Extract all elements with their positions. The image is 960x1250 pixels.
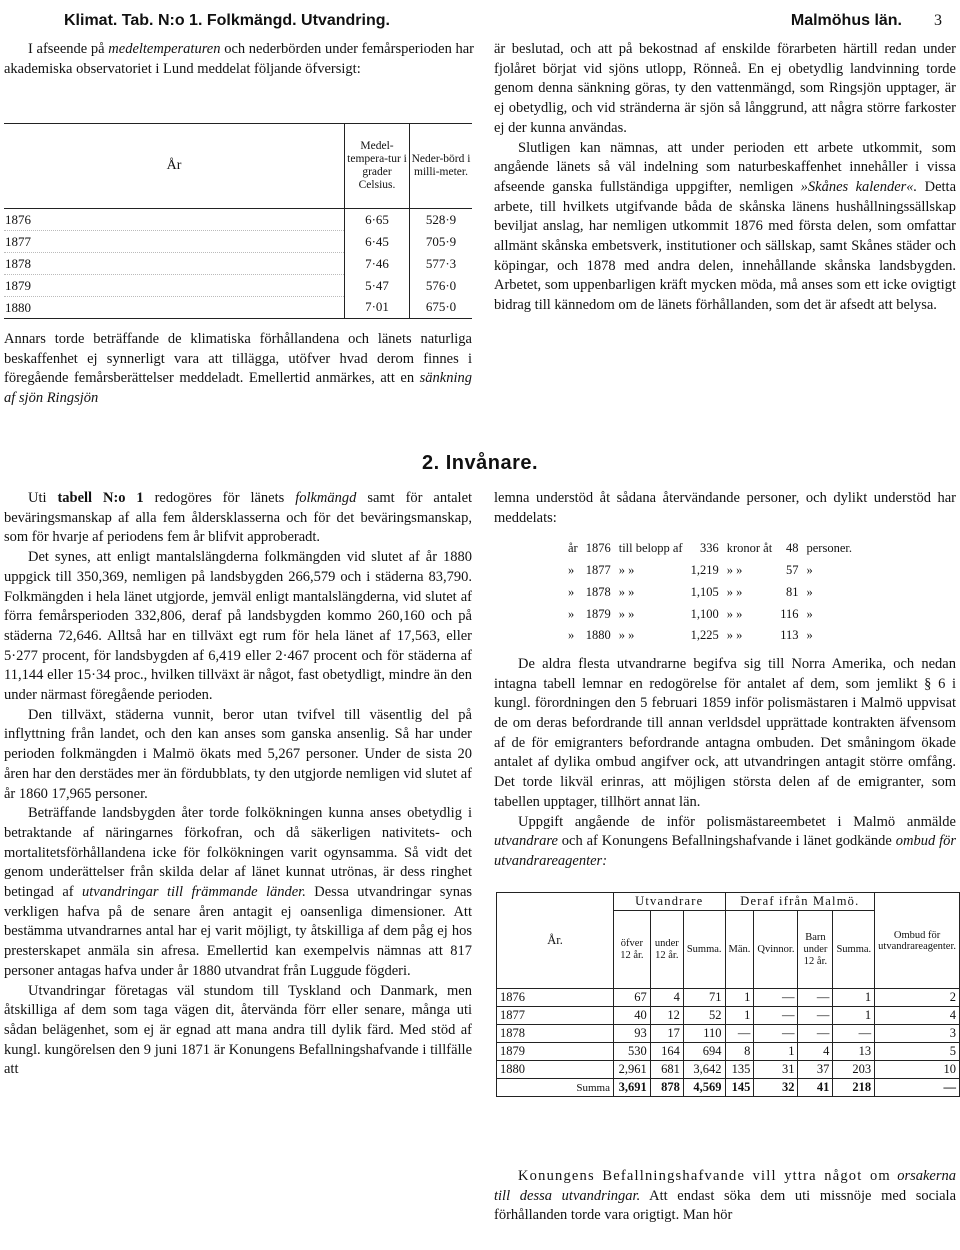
value-cell: 8 — [725, 1043, 754, 1061]
table-row — [4, 209, 472, 231]
value-cell: 681 — [650, 1061, 683, 1079]
support-pre-cell: » — [568, 606, 575, 621]
col-ombud-header: Ombud för utvandrareagenter. — [875, 893, 960, 989]
value-cell: 67 — [614, 989, 651, 1007]
table-row — [564, 538, 856, 560]
support-mid1-cell: » » — [618, 584, 635, 599]
value-cell: 5 — [875, 1043, 960, 1061]
support-persons-cell: 113 — [780, 628, 799, 643]
table-row — [497, 1043, 960, 1061]
climate-table-body — [4, 209, 472, 319]
sum-value-cell: 218 — [833, 1079, 875, 1097]
right-top-column — [494, 40, 956, 316]
value-cell: — — [833, 1025, 875, 1043]
support-mid1-cell: » » — [618, 606, 635, 621]
value-cell: 1 — [833, 989, 875, 1007]
year-cell: 1879 — [497, 1043, 614, 1061]
uppgift-paragraph: Uppgift angående de inför polismästareembetet i Malmö anmälde utvandrare och af Konungens Befallningshafvande i länet godkände ombud för utvandrareagenter: — [494, 813, 956, 869]
value-cell: 1 — [725, 989, 754, 1007]
support-mid2-cell: » » — [726, 584, 743, 599]
table-row — [4, 297, 472, 319]
page-number: 3 — [934, 12, 942, 29]
year-cell: 1878 — [497, 1025, 614, 1043]
year-cell: 1877 — [4, 231, 345, 253]
value-cell: 52 — [683, 1007, 725, 1025]
group-utvandrare: Utvandrare — [614, 893, 726, 911]
kalender-paragraph: Slutligen kan nämnas, att under perioden ett arbete utkommit, som angående länets så väl indelning som naturbeskaffenhet innehåller i vissa afseende ganska fullständiga uppgifter, nemligen »Skånes kalender«. Detta arbete, till hvilkets utgifvande båda de skånska länens hushållningssällskap beviljat anslag, har nemligen utkommit 1876 med första delen, som omfattar allmänt skånska embetsverk, institutioner och sällskap, samt Skånes städer och köpingar, och 1878 med andra delen, innehållande skånska landsbygden. Arbetet, som uppenbarligen kräft mycken möda, må anses som ett icke ovigtigt bidrag till kännedom om de länets förhållanden, som det är afsedt att belysa. — [494, 139, 957, 314]
support-post-cell: » — [806, 606, 813, 621]
table-row — [564, 604, 856, 626]
year-cell: 1877 — [497, 1007, 614, 1025]
population-paragraph: Det synes, att enligt mantalslängderna folkmängden vid slutet af år 1880 uppgick till 350,369, nemligen på landsbygden 266,579 och i städerna 83,790. Folkmängden i hela länet utgjorde, jemväl enligt mantalslängderna, vid slutet af förra femårsperioden 332,806, deraf på landsbygden kommo 260,160 och på städerna 72,646. Alltså har en tillväxt egt rum för hela länet af 17,563, eller 5·277 procent, för landsbygden af 6,419 eller 2·467 procent och för städerna af 11,144 eller 15·34 proc., hvilken tillväxt är något, fast obetydligt, mindre än den under närmast föregående perioden. — [4, 549, 472, 704]
value-cell: 2,961 — [614, 1061, 651, 1079]
sum-row — [497, 1079, 960, 1097]
temp-cell: 7·46 — [345, 253, 410, 275]
subheader-cell: Barn under 12 år. — [798, 911, 833, 989]
tabell-paragraph: Uti tabell N:o 1 redogöres för länets folkmängd samt för antalet beväringsmanskap af alla fem åldersklasserna och för det beväringsmanskap, som för hvarje af periodens fem år blifvit approberadt. — [4, 490, 473, 546]
support-post-cell: » — [806, 563, 813, 578]
support-year-cell: 1878 — [585, 584, 611, 599]
temp-cell: 7·01 — [345, 297, 410, 319]
value-cell: — — [798, 1025, 833, 1043]
support-intro: lemna understöd åt sådana återvändande personer, och dylikt understöd har meddelats: — [494, 490, 956, 526]
year-cell: 1879 — [4, 275, 345, 297]
value-cell: 13 — [833, 1043, 875, 1061]
support-post-cell: » — [806, 628, 813, 643]
value-cell: 93 — [614, 1025, 651, 1043]
value-cell: — — [754, 1025, 798, 1043]
precip-cell: 528·9 — [410, 209, 473, 231]
value-cell: 37 — [798, 1061, 833, 1079]
support-year-cell: 1877 — [585, 563, 611, 578]
support-mid2-cell: » » — [726, 606, 743, 621]
right-final-para: Konungens Befallningshafvande vill yttra något om orsakerna till dessa utvandringar. Att endast söka dem uti missnöje med sociala förhållanden torde vara origtigt. Man hör — [494, 1168, 957, 1224]
value-cell: 40 — [614, 1007, 651, 1025]
emigrants-table — [496, 892, 960, 1097]
support-year-cell: 1879 — [585, 606, 611, 621]
value-cell: — — [754, 1007, 798, 1025]
temp-cell: 5·47 — [345, 275, 410, 297]
col-precip-header: Neder-börd i milli-meter. — [410, 124, 473, 209]
temp-cell: 6·45 — [345, 231, 410, 253]
sum-value-cell: 3,691 — [614, 1079, 651, 1097]
group-deraf-malmo: Deraf ifrån Malmö. — [725, 893, 875, 911]
support-persons-cell: 81 — [786, 584, 799, 599]
value-cell: 31 — [754, 1061, 798, 1079]
table-row — [564, 582, 856, 604]
support-pre-cell: » — [568, 584, 575, 599]
subheader-cell: Qvinnor. — [754, 911, 798, 989]
value-cell: 1 — [833, 1007, 875, 1025]
header-right-title: Malmöhus län. — [790, 12, 902, 29]
value-cell: 694 — [683, 1043, 725, 1061]
support-mid1-cell: » » — [618, 628, 635, 643]
support-amount-cell: 336 — [699, 541, 719, 556]
support-mid2-cell: kronor åt — [726, 541, 773, 556]
support-amount-cell: 1,105 — [690, 584, 719, 599]
sum-value-cell: — — [875, 1079, 960, 1097]
support-persons-cell: 57 — [786, 563, 799, 578]
value-cell: 10 — [875, 1061, 960, 1079]
col-year-header: År — [166, 158, 182, 173]
col-temp-header: Medel-tempera-tur i grader Celsius. — [345, 124, 410, 209]
col-year-header: År. — [497, 893, 614, 989]
sum-label-cell: Summa — [497, 1079, 614, 1097]
support-persons-cell: 48 — [786, 541, 799, 556]
table-row — [564, 625, 856, 647]
support-mid2-cell: » » — [726, 563, 743, 578]
table-row — [497, 989, 960, 1007]
value-cell: 3 — [875, 1025, 960, 1043]
table-row — [4, 231, 472, 253]
support-year-cell: 1876 — [585, 541, 611, 556]
support-pre-cell: år — [568, 541, 578, 556]
subheader-cell: Summa. — [683, 911, 725, 989]
sum-value-cell: 41 — [798, 1079, 833, 1097]
emigration-paragraph: Utvandringar företagas väl stundom till Tyskland och Danmark, men åtskilliga af dem som taga vägen dit, återvända förr eller senare, många uti sådan belägenhet, som ej är egnad att mana andra till dylik färd. Med stöd af kungl. kungörelsen den 9 juni 1871 är Konungens Befallningshafvande i tillfälle att — [4, 982, 472, 1078]
value-cell: 135 — [725, 1061, 754, 1079]
table-row — [564, 560, 856, 582]
table-row — [497, 1025, 960, 1043]
table-row — [497, 1061, 960, 1079]
value-cell: 12 — [650, 1007, 683, 1025]
value-cell: 3,642 — [683, 1061, 725, 1079]
subheader-cell: Män. — [725, 911, 754, 989]
precip-cell: 576·0 — [410, 275, 473, 297]
left-top-column — [4, 40, 474, 79]
value-cell: — — [725, 1025, 754, 1043]
support-pre-cell: » — [568, 563, 575, 578]
value-cell: 4 — [875, 1007, 960, 1025]
left-top-para: Annars torde beträffande de klimatiska förhållandena och länets naturliga beskaffenhet ej synnerligt vara att tillägga, utöfver hvad derom finnes i föregående femårsberättelser meddeladt. Emellertid anmärkes, att en sänkning af sjön Ringsjön — [4, 331, 472, 407]
support-persons-cell: 116 — [780, 606, 799, 621]
support-amount-cell: 1,225 — [690, 628, 719, 643]
value-cell: 4 — [798, 1043, 833, 1061]
value-cell: 530 — [614, 1043, 651, 1061]
sum-value-cell: 4,569 — [683, 1079, 725, 1097]
value-cell: 1 — [754, 1043, 798, 1061]
climate-table-header — [4, 124, 472, 209]
left-bottom-column — [4, 489, 472, 1080]
precip-cell: 675·0 — [410, 297, 473, 319]
precip-cell: 577·3 — [410, 253, 473, 275]
precip-cell: 705·9 — [410, 231, 473, 253]
section-title: 2. Invånare. — [421, 452, 539, 474]
support-mid1-cell: » » — [618, 563, 635, 578]
support-post-cell: personer. — [806, 541, 852, 556]
countryside-paragraph: Beträffande landsbygden åter torde folkökningen kunna anses obetydlig i betraktande af näringarnes förkofran, och då säkerligen nativitets- och mortalitetsförhållandena icke för folkökningen varit ogynsamma. Så vidt det genom underättelser från skilda delar af länet kunnat utrönas, är dess ringhet betingad af utvandringar till främmande länder. Dessa utvandringar synas verkligen hafva på de senare åren antagit ej oansenliga dimensioner. Att bestämma utvandrarnes antal har ej varit möjligt, ty åtskilliga af dem påg ej hos presterskapet anmäla sin afresa. Emellertid kan exempelvis nämnas att 817 personer antagas hafva under år 1880 utvandrat från Luggude fögderi. — [4, 805, 473, 979]
value-cell: 164 — [650, 1043, 683, 1061]
ringsjon-paragraph: är beslutad, och att på bekostnad af enskilde förarbeten härtill redan under fjolåret börjat vid sjöns utlopp, Rönneå. En ej obetydlig landvinning torde genom denna sänkning göras, ty den vattenmängd, som Ringsjön upptager, är ej obetydlig, och vid stränderna är sjön så långgrund, att några större farkoster ej der kunna användas. — [494, 41, 956, 136]
value-cell: 2 — [875, 989, 960, 1007]
subheader-cell: under 12 år. — [650, 911, 683, 989]
value-cell: — — [798, 1007, 833, 1025]
value-cell: — — [798, 989, 833, 1007]
value-cell: 203 — [833, 1061, 875, 1079]
sum-value-cell: 878 — [650, 1079, 683, 1097]
year-cell: 1878 — [4, 253, 345, 275]
climate-intro: I afseende på medeltemperaturen och nederbörden under femårsperioden har akademiska observatoriet i Lund meddelat följande öfversigt: — [4, 41, 475, 77]
value-cell: 4 — [650, 989, 683, 1007]
year-cell: 1880 — [497, 1061, 614, 1079]
climate-table — [4, 123, 472, 319]
year-cell: 1876 — [4, 209, 345, 231]
temp-cell: 6·65 — [345, 209, 410, 231]
header-left-title: Klimat. Tab. N:o 1. Folkmängd. Utvandring. — [64, 12, 390, 29]
year-cell: 1876 — [497, 989, 614, 1007]
support-pre-cell: » — [568, 628, 575, 643]
support-table — [564, 538, 856, 647]
subheader-cell: öfver 12 år. — [614, 911, 651, 989]
sum-value-cell: 145 — [725, 1079, 754, 1097]
support-amount-cell: 1,219 — [690, 563, 719, 578]
support-post-cell: » — [806, 584, 813, 599]
subheader-cell: Summa. — [833, 911, 875, 989]
value-cell: 1 — [725, 1007, 754, 1025]
value-cell: — — [754, 989, 798, 1007]
value-cell: 71 — [683, 989, 725, 1007]
value-cell: 17 — [650, 1025, 683, 1043]
page-header — [18, 8, 942, 32]
climate-table-wrap — [4, 123, 472, 319]
table-row — [497, 1007, 960, 1025]
support-mid1-cell: till belopp af — [618, 541, 683, 556]
towns-paragraph: Den tillväxt, städerna vunnit, beror utan tvifvel till väsentlig del på inflyttning från landet, och den kan anses som ganska ansenlig. Så har under perioden folkmängden i Malmö ökats med 5,267 personer. Under de sista 20 åren har den derstädes mer än fördubblats, ty den utgjorde nemligen vid slutet af år 1860 17,965 personer. — [4, 706, 472, 802]
value-cell: 110 — [683, 1025, 725, 1043]
sum-value-cell: 32 — [754, 1079, 798, 1097]
table-row — [4, 253, 472, 275]
table-row — [4, 275, 472, 297]
support-amount-cell: 1,100 — [690, 606, 719, 621]
support-mid2-cell: » » — [726, 628, 743, 643]
support-year-cell: 1880 — [585, 628, 611, 643]
year-cell: 1880 — [4, 297, 345, 319]
right-bottom-column — [494, 489, 956, 872]
america-paragraph: De aldra flesta utvandrarne begifva sig till Norra Amerika, och nedan intagna tabell lemnar en redogörelse för antalet af dem, som jemlikt § 6 i kungl. förordningen den 5 februari 1859 inför polismästaren i Malmö uppvisat de om deras befordrande till annan verldsdel upprättade kontrakten äfvensom af de för emigranters befordrande antagna ombuden. Det småningom ökade antalet af dylika ombud angifver ock, att utvandringen antagit större omfång. Det torde likväl erinras, att möjligen största delen af de emigranter, som tabellen upptager, tillhört annat län. — [494, 655, 956, 810]
